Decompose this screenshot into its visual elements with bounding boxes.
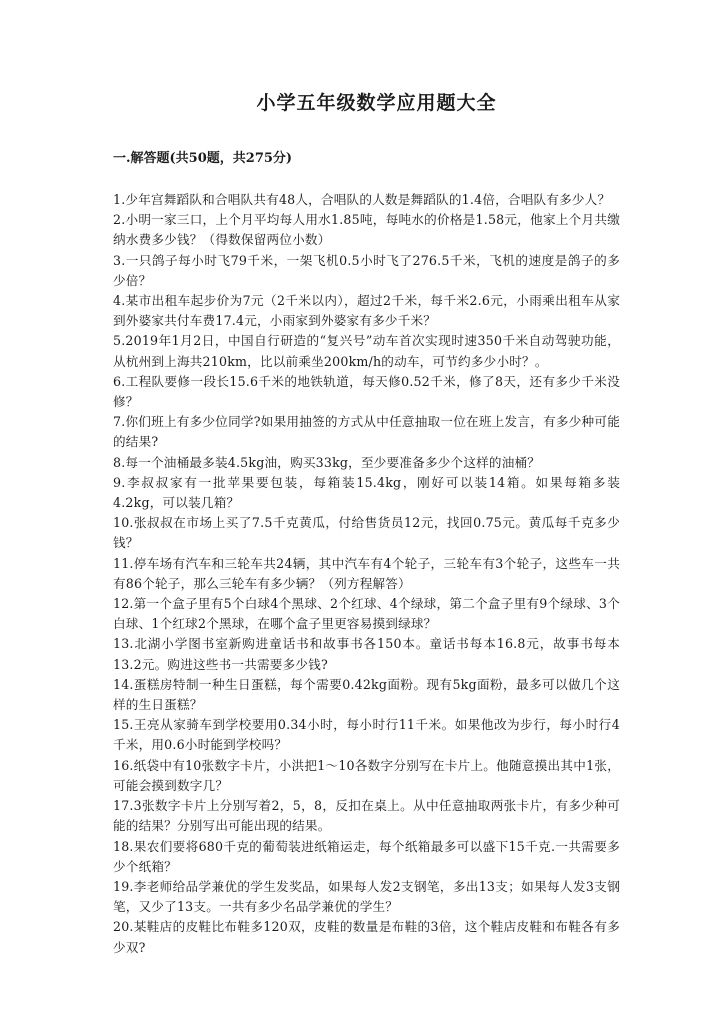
question-item: 1.少年宫舞蹈队和合唱队共有48人，合唱队的人数是舞蹈队的1.4倍，合唱队有多少人？ [113, 192, 611, 207]
question-item: 7.你们班上有多少位同学?如果用抽签的方式从中任意抽取一位在班上发言，有多少种可能的结果? [113, 414, 620, 450]
question-item: 8.每一个油桶最多装4.5kg油，购买33kg，至少要准备多少个这样的油桶？ [113, 454, 541, 470]
question-item: 12.第一个盒子里有5个白球4个黑球、2个红球、4个绿球，第二个盒子里有9个绿球、3个白球、1个红球2个黑球，在哪个盒子里更容易摸到绿球？ [113, 596, 620, 632]
question-item: 5.2019年1月2日，中国自行研造的“复兴号”动车首次实现时速350千米自动驾驶功能，从杭州到上海共210km，比以前乘坐200km/h的动车，可节约多少小时？。 [113, 333, 620, 369]
question-item: 10.张叔叔在市场上买了7.5千克黄瓜，付给售货员12元，找回0.75元。黄瓜每千克多少钱？ [113, 515, 620, 551]
question-item: 19.李老师给品学兼优的学生发奖品，如果每人发2支钢笔，多出13支；如果每人发3支钢笔，又少了13支。一共有多少名品学兼优的学生？ [113, 878, 620, 915]
question-item: 13.北湖小学图书室新购进童话书和故事书各150本。童话书每本16.8元，故事书每本13.2元。购进这些书一共需要多少钱? [113, 636, 620, 672]
question-item: 9.李叔叔家有一批苹果要包装，每箱装15.4kg，刚好可以装14箱。如果每箱多装4.2kg，可以装几箱？ [113, 474, 620, 511]
document-title: 小学五年级数学应用题大全 [256, 92, 497, 114]
question-item: 15.王亮从家骑车到学校要用0.34小时，每小时行11千米。如果他改为步行，每小时行4千米，用0.6小时能到学校吗？ [113, 717, 620, 753]
section-heading: 一.解答题(共50题，共275分) [113, 151, 293, 166]
question-item: 3.一只鸽子每小时飞79千米，一架飞机0.5小时飞了276.5千米，飞机的速度是鸽子的多少倍？ [113, 252, 620, 288]
question-item: 11.停车场有汽车和三轮车共24辆，其中汽车有4个轮子，三轮车有3个轮子，这些车一共有86个轮子，那么三轮车有多少辆？（列方程解答） [113, 555, 620, 591]
question-item: 2.小明一家三口，上个月平均每人用水1.85吨，每吨水的价格是1.58元，他家上个月共缴纳水费多少钱？（得数保留两位小数） [113, 212, 620, 248]
question-item: 4.某市出租车起步价为7元（2千米以内），超过2千米，每千米2.6元，小雨乘出租车从家到外婆家共付车费17.4元，小雨家到外婆家有多少千米？ [113, 293, 620, 329]
question-list [113, 190, 620, 958]
question-item: 14.蛋糕房特制一种生日蛋糕，每个需要0.42kg面粉。现有5kg面粉，最多可以做几个这样的生日蛋糕？ [113, 676, 620, 713]
question-item: 6.工程队要修一段长15.6千米的地铁轨道，每天修0.52千米，修了8天，还有多少千米没修？ [113, 373, 620, 410]
question-item: 20.某鞋店的皮鞋比布鞋多120双，皮鞋的数量是布鞋的3倍，这个鞋店皮鞋和布鞋各有多少双? [113, 919, 620, 955]
question-item: 16.纸袋中有10张数字卡片，小洪把1～10各数字分别写在卡片上。他随意摸出其中1张，可能会摸到数字几？ [113, 757, 620, 793]
question-item: 18.果农们要将680千克的葡萄装进纸箱运走，每个纸箱最多可以盛下15千克.一共需要多少个纸箱？ [113, 838, 620, 874]
question-item: 17.3张数字卡片上分别写着2，5，8，反扣在桌上。从中任意抽取两张卡片，有多少种可能的结果？分别写出可能出现的结果。 [113, 798, 620, 834]
